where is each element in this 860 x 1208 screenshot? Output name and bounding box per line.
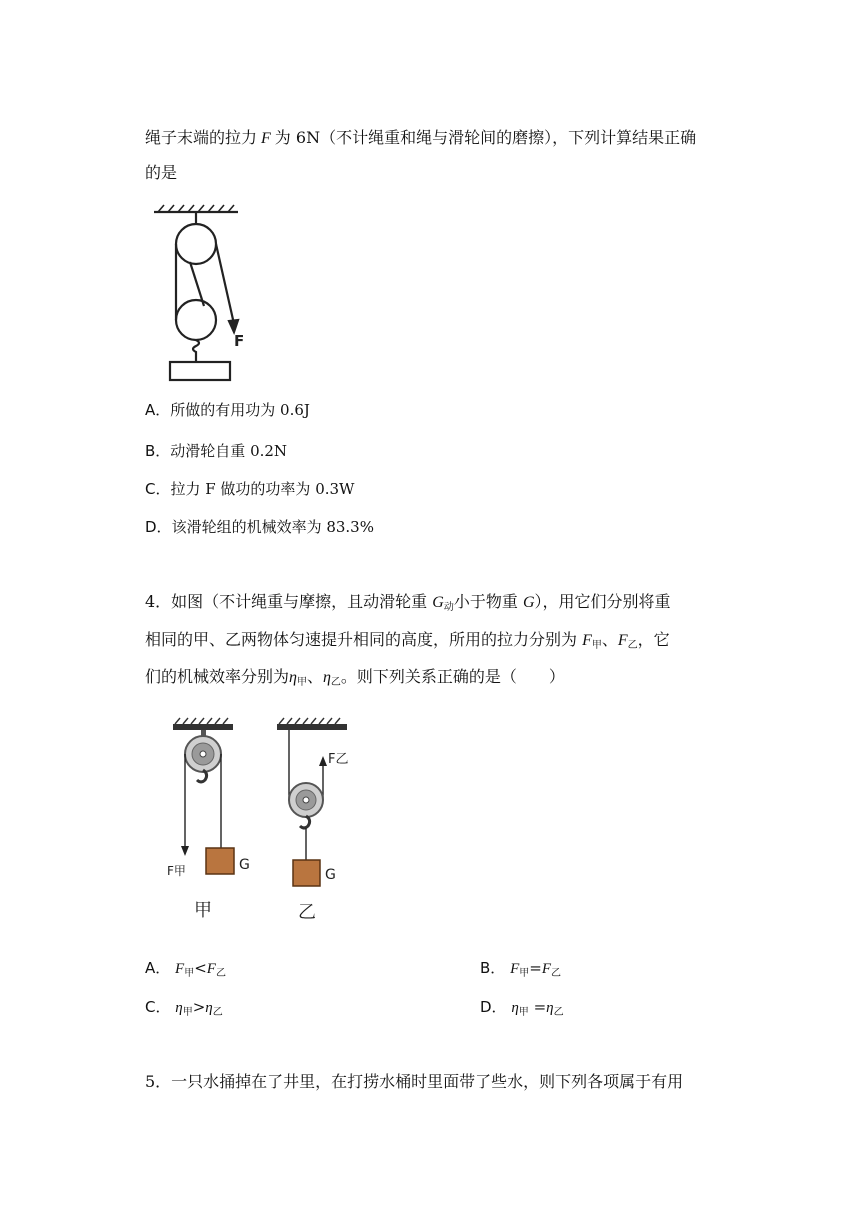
q4-stem-text-b: 小于物重: [453, 592, 523, 611]
left-weight-label: G: [239, 857, 250, 873]
q4-option-d[interactable]: [480, 996, 564, 1024]
q4-option-d-op: =: [528, 998, 547, 1016]
q3-option-a-text: 所做的有用功为 0.6J: [170, 401, 310, 419]
q4-line3-sub1: 甲: [296, 677, 307, 688]
q4-option-c-op: >: [192, 998, 206, 1016]
hook: [193, 340, 199, 362]
q4-option-b[interactable]: [480, 957, 561, 985]
q4-option-a-sym2: F: [206, 961, 216, 977]
q4-option-a-op: <: [194, 959, 207, 977]
q3-option-b-label: B．: [145, 442, 171, 460]
q4-stem-line2: [145, 629, 670, 657]
q4-line3-eta1: η: [289, 669, 297, 686]
q3-option-b[interactable]: [145, 440, 287, 462]
q4-sub-dong: 动: [443, 602, 454, 613]
movable-pulley-figure: [277, 718, 348, 923]
q4-option-d-sym2: η: [546, 1000, 554, 1016]
q4-option-a[interactable]: [145, 957, 226, 985]
q4-line3-sep: 、: [306, 667, 323, 686]
q4-option-b-sym1: F: [510, 961, 520, 977]
q3-pulley-diagram: [150, 200, 260, 385]
q4-option-a-label: A．: [145, 959, 171, 977]
q3-option-a[interactable]: [145, 399, 310, 421]
q4-line2-sub2: 乙: [627, 640, 638, 651]
right-caption: 乙: [298, 902, 316, 923]
rope-pull: [216, 244, 234, 324]
fixed-pulley: [176, 224, 216, 264]
arrow-head: [229, 320, 238, 332]
q3-stem-line1: [145, 127, 696, 150]
q4-option-d-sub1: 甲: [518, 1007, 529, 1018]
q4-pulley-figures: [165, 718, 365, 923]
q3-figure-force-label: F: [234, 332, 245, 350]
q4-option-c-sym1: η: [175, 1000, 183, 1016]
q4-option-d-sym1: η: [511, 1000, 519, 1016]
q4-option-c[interactable]: [145, 996, 223, 1024]
q3-option-d-text: 该滑轮组的机械效率为 83.3%: [171, 518, 374, 536]
q4-option-c-sub2: 乙: [212, 1007, 223, 1018]
q4-option-b-sub1: 甲: [519, 968, 530, 979]
q3-stem-line2: 的是: [145, 163, 178, 182]
q4-option-d-label: D．: [480, 998, 507, 1016]
q4-line2-f1: F: [582, 632, 592, 649]
q4-option-c-sub1: 甲: [182, 1007, 193, 1018]
q4-line3-eta2: η: [322, 669, 331, 686]
q5-stem-line1: 5．一只水捅掉在了井里，在打捞水桶时里面带了些水，则下列各项属于有用: [145, 1072, 684, 1091]
q4-line2-text-c: ，它: [637, 630, 670, 649]
q4-line3-text-c: 。则下列关系正确的是（ ）: [340, 667, 565, 686]
q4-line2-sep: 、: [601, 630, 618, 649]
q3-option-c-label: C．: [145, 480, 171, 498]
q4-stem-line1: [145, 591, 671, 619]
q4-option-b-label: B．: [480, 959, 506, 977]
q4-stem-text-a: 4．如图（不计绳重与摩擦，且动滑轮重: [145, 592, 433, 611]
q4-symbol-g: G: [432, 594, 444, 611]
q3-force-symbol: F: [261, 130, 271, 147]
q4-option-b-op: =: [529, 959, 542, 977]
q4-stem-text-c: ），用它们分别将重: [534, 592, 671, 611]
q3-option-a-label: A．: [145, 401, 171, 419]
q4-line3-sub2: 乙: [330, 677, 341, 688]
left-force-label: F甲: [167, 864, 186, 878]
q3-stem-text-a: 绳子末端的拉力: [145, 128, 258, 147]
q4-line2-text-a: 相同的甲、乙两物体匀速提升相同的高度，所用的拉力分别为: [145, 630, 583, 649]
q3-stem-text-b: 为 6N（不计绳重和绳与滑轮间的磨擦），下列计算结果正确: [274, 128, 697, 147]
q4-option-b-sub2: 乙: [551, 968, 561, 979]
q4-symbol-g2: G: [522, 594, 535, 611]
q4-option-a-sym1: F: [175, 961, 185, 977]
q4-option-b-sym2: F: [541, 961, 551, 977]
q4-option-a-sub2: 乙: [215, 968, 226, 979]
q3-option-c-text: 拉力 F 做功的功率为 0.3W: [170, 480, 355, 498]
movable-pulley: [176, 300, 216, 340]
q4-option-d-sub2: 乙: [553, 1007, 564, 1018]
right-force-label: F乙: [328, 752, 349, 767]
q4-line2-f2: F: [617, 632, 628, 649]
q3-option-c[interactable]: [145, 478, 354, 500]
q4-line3-text-a: 们的机械效率分别为: [145, 667, 290, 686]
q4-line2-sub1: 甲: [591, 640, 602, 651]
q3-option-d-label: D．: [145, 518, 172, 536]
q3-option-d[interactable]: [145, 516, 374, 538]
q3-option-b-text: 动滑轮自重 0.2N: [170, 442, 288, 460]
q4-stem-line3: [145, 666, 565, 694]
right-weight-label: G: [325, 867, 336, 883]
q4-option-c-sym2: η: [205, 1000, 213, 1016]
fixed-pulley-figure: [167, 718, 250, 921]
weight-block: [170, 362, 230, 380]
q4-option-c-label: C．: [145, 998, 171, 1016]
left-caption: 甲: [194, 900, 212, 921]
q4-option-a-sub1: 甲: [184, 968, 195, 979]
